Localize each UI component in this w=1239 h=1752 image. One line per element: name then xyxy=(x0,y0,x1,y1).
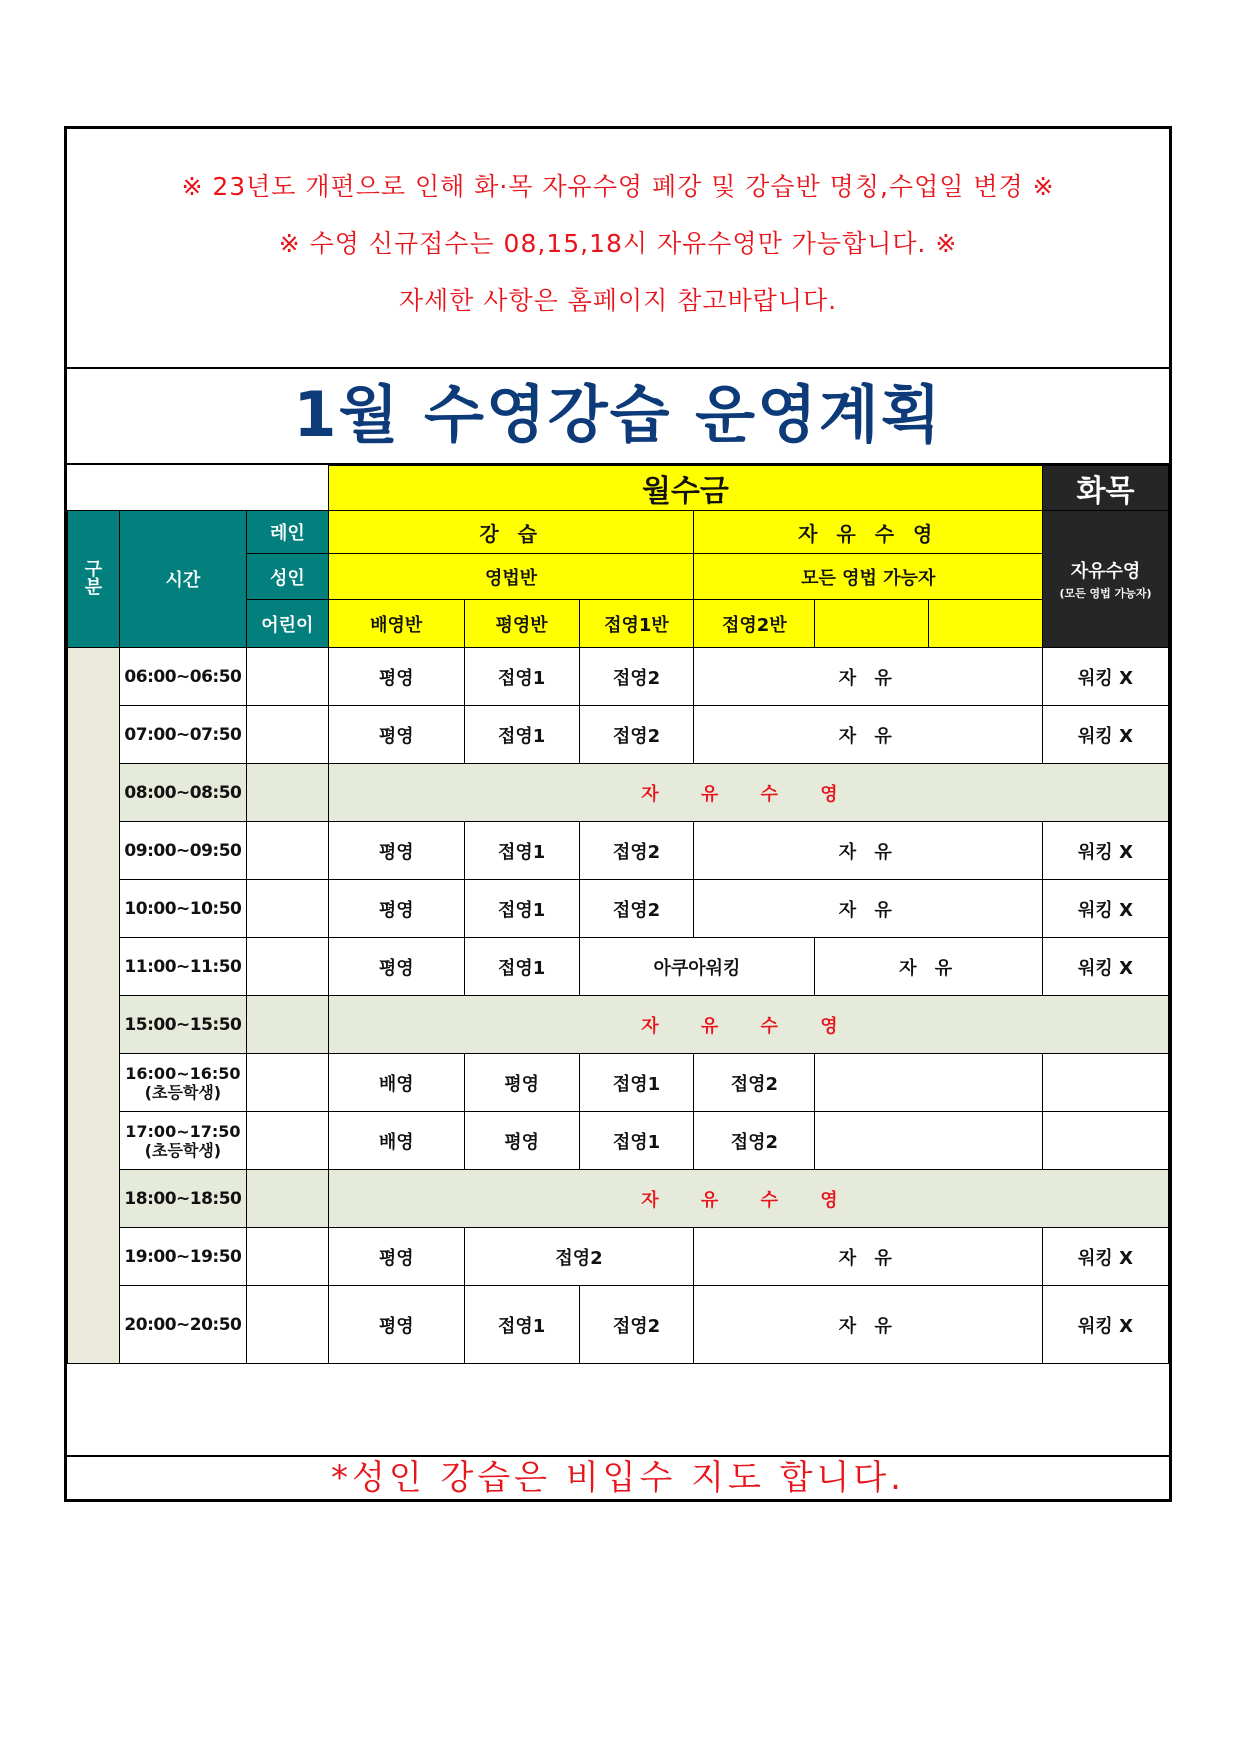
free-cell: 자 유 xyxy=(694,822,1043,880)
header-stroke-class: 영법반 xyxy=(328,554,694,600)
empty-cell xyxy=(246,1170,328,1228)
class-cell: 배영 xyxy=(328,1054,464,1112)
free-cell: 자 유 xyxy=(694,648,1043,706)
aqua-walking-cell: 아쿠아워킹 xyxy=(579,938,815,996)
tt-free-sub: (모든 영법 가능자) xyxy=(1059,587,1152,600)
free-swim-row: 자 유 수 영 xyxy=(328,764,1168,822)
class-cell: 평영 xyxy=(464,1054,579,1112)
header-lane: 레인 xyxy=(246,511,328,554)
class-cell: 평영 xyxy=(328,822,464,880)
class-cell: 접영1 xyxy=(464,822,579,880)
tt-cell: 워킹 X xyxy=(1043,1286,1169,1364)
empty-cell xyxy=(246,1112,328,1170)
tt-free-label: 자유수영 xyxy=(1070,561,1141,582)
time-cell: 18:00~18:50 xyxy=(119,1170,246,1228)
empty-cell xyxy=(815,1112,1043,1170)
lane-breaststroke: 평영반 xyxy=(464,600,579,648)
class-cell: 평영 xyxy=(464,1112,579,1170)
free-swim-row: 자 유 수 영 xyxy=(328,996,1168,1054)
class-cell: 접영2 xyxy=(694,1112,815,1170)
lane-empty-1 xyxy=(815,600,929,648)
class-cell: 평영 xyxy=(328,648,464,706)
notice-line-2: ※ 수영 신규접수는 08,15,18시 자유수영만 가능합니다. ※ xyxy=(278,229,958,258)
class-cell: 접영2 xyxy=(579,1286,694,1364)
tt-cell: 워킹 X xyxy=(1043,938,1169,996)
tt-cell: 워킹 X xyxy=(1043,880,1169,938)
empty-cell xyxy=(246,880,328,938)
free-cell: 자 유 xyxy=(815,938,1043,996)
empty-cell xyxy=(246,996,328,1054)
empty-cell xyxy=(1043,1054,1169,1112)
gubun-column xyxy=(68,648,120,1364)
time-note: (초등학생) xyxy=(144,1140,222,1160)
class-cell: 접영1 xyxy=(464,1286,579,1364)
class-cell: 접영1 xyxy=(579,1112,694,1170)
time-cell: 20:00~20:50 xyxy=(119,1286,246,1364)
class-cell: 접영1 xyxy=(464,880,579,938)
free-cell: 자 유 xyxy=(694,880,1043,938)
schedule-document xyxy=(64,126,1172,1502)
class-cell: 접영1 xyxy=(464,706,579,764)
tt-cell: 워킹 X xyxy=(1043,1228,1169,1286)
lane-butterfly-2: 접영2반 xyxy=(694,600,815,648)
class-cell: 접영2 xyxy=(464,1228,694,1286)
notice-line-1: ※ 23년도 개편으로 인해 화·목 자유수영 폐강 및 강습반 명칭,수업일 변경 ※ xyxy=(181,172,1055,201)
header-free-swim: 자 유 수 영 xyxy=(694,511,1043,554)
empty-cell xyxy=(246,1054,328,1112)
time-cell: 15:00~15:50 xyxy=(119,996,246,1054)
header-blank xyxy=(68,466,329,511)
free-cell: 자 유 xyxy=(694,706,1043,764)
empty-cell xyxy=(246,706,328,764)
empty-cell xyxy=(246,1228,328,1286)
notice-box xyxy=(67,129,1169,369)
empty-cell xyxy=(246,822,328,880)
class-cell: 접영2 xyxy=(579,648,694,706)
header-tt-free xyxy=(1043,511,1169,648)
header-gubun xyxy=(68,511,120,648)
header-child: 어린이 xyxy=(246,600,328,648)
header-lesson: 강 습 xyxy=(328,511,694,554)
time-note: (초등학생) xyxy=(144,1082,222,1102)
time-cell: 08:00~08:50 xyxy=(119,764,246,822)
empty-cell xyxy=(246,764,328,822)
class-cell: 접영2 xyxy=(579,706,694,764)
class-cell: 접영2 xyxy=(579,880,694,938)
class-cell: 평영 xyxy=(328,1228,464,1286)
header-adult: 성인 xyxy=(246,554,328,600)
empty-cell xyxy=(246,938,328,996)
class-cell: 배영 xyxy=(328,1112,464,1170)
class-cell: 접영1 xyxy=(579,1054,694,1112)
time-cell xyxy=(119,1054,246,1112)
header-days-tt: 화목 xyxy=(1043,466,1169,511)
free-swim-row: 자 유 수 영 xyxy=(328,1170,1168,1228)
time-cell: 07:00~07:50 xyxy=(119,706,246,764)
time-label: 16:00~16:50 xyxy=(125,1063,241,1083)
lane-butterfly-1: 접영1반 xyxy=(579,600,694,648)
free-cell: 자 유 xyxy=(694,1228,1043,1286)
class-cell: 접영2 xyxy=(579,822,694,880)
page-title: 1월 수영강습 운영계획 xyxy=(67,369,1169,465)
tt-cell: 워킹 X xyxy=(1043,648,1169,706)
footer-note: *성인 강습은 비입수 지도 합니다. xyxy=(67,1455,1169,1499)
time-cell: 11:00~11:50 xyxy=(119,938,246,996)
header-time: 시간 xyxy=(119,511,246,648)
time-cell: 19:00~19:50 xyxy=(119,1228,246,1286)
tt-cell: 워킹 X xyxy=(1043,822,1169,880)
time-cell: 09:00~09:50 xyxy=(119,822,246,880)
lane-empty-2 xyxy=(929,600,1043,648)
header-all-strokes: 모든 영법 가능자 xyxy=(694,554,1043,600)
tt-cell: 워킹 X xyxy=(1043,706,1169,764)
free-cell: 자 유 xyxy=(694,1286,1043,1364)
empty-cell xyxy=(1043,1112,1169,1170)
empty-cell xyxy=(246,1286,328,1364)
header-days-mwf: 월수금 xyxy=(328,466,1042,511)
notice-line-3: 자세한 사항은 홈페이지 참고바랍니다. xyxy=(398,286,838,315)
empty-cell xyxy=(246,648,328,706)
time-cell xyxy=(119,1112,246,1170)
time-cell: 10:00~10:50 xyxy=(119,880,246,938)
class-cell: 평영 xyxy=(328,938,464,996)
time-cell: 06:00~06:50 xyxy=(119,648,246,706)
class-cell: 접영1 xyxy=(464,938,579,996)
time-label: 17:00~17:50 xyxy=(125,1121,241,1141)
class-cell: 접영1 xyxy=(464,648,579,706)
empty-cell xyxy=(815,1054,1043,1112)
class-cell: 접영2 xyxy=(694,1054,815,1112)
gubun-label: 구분 xyxy=(84,559,103,598)
schedule-table xyxy=(67,465,1169,1364)
lane-backstroke: 배영반 xyxy=(328,600,464,648)
class-cell: 평영 xyxy=(328,880,464,938)
class-cell: 평영 xyxy=(328,706,464,764)
class-cell: 평영 xyxy=(328,1286,464,1364)
